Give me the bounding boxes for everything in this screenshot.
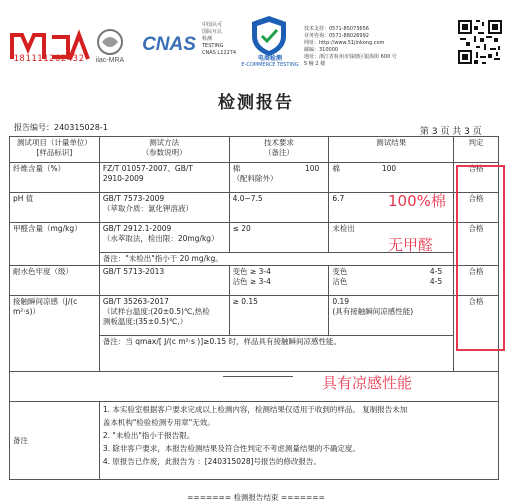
fiber-req-value: 100 (305, 164, 320, 173)
cool-result-line: 0.19 (332, 297, 350, 306)
fiber-method (99, 163, 229, 193)
water-fastness-item: 耐水色牢度（级） (10, 266, 100, 296)
water-fastness-req-line: 变色 ≥ 3-4 (232, 267, 271, 276)
header-req-sub: （备注） (263, 148, 294, 157)
formaldehyde-method-line: GB/T 2912.1-2009 (102, 224, 172, 233)
water-fastness-res-value: 4-5 (429, 267, 443, 276)
cert-line: 中国认可 (202, 22, 223, 28)
cert-line: CNAS L12274 (202, 50, 237, 56)
header-result (329, 137, 454, 163)
water-fastness-res-value: 4-5 (429, 277, 443, 286)
ph-judge: 合格 (454, 193, 499, 223)
header-method (99, 137, 229, 163)
cnas-logo (138, 28, 200, 60)
page-info: 第 3 页 共 3 页 (420, 127, 482, 137)
water-fastness-result (329, 266, 454, 296)
fiber-result-value: 100 (381, 164, 397, 173)
fiber-item: 纤维含量（%） (10, 163, 100, 193)
water-fastness-judge: 合格 (454, 266, 499, 296)
report-end-footer: ======= 检测报告结束 ======= (187, 493, 325, 502)
contact-line: 技术支持：0571-85073656 (304, 26, 369, 32)
fiber-method-line: 2910-2009 (102, 174, 144, 183)
contact-info (304, 26, 397, 68)
judgement-highlight-box (456, 165, 505, 351)
ecommerce-testing-shield-icon (248, 14, 290, 58)
cool-method-line: 测板温度:(35±0.5)℃,） (102, 317, 188, 326)
water-fastness-req (229, 266, 329, 296)
formaldehyde-method (99, 223, 229, 253)
fiber-req-label: 棉 (232, 164, 241, 173)
annotation-cotton: 100%棉 (388, 192, 446, 210)
cnas-label: CNAS (142, 34, 196, 55)
ph-method (99, 193, 229, 223)
formaldehyde-result: 未检出 (329, 223, 454, 253)
contact-line: 邮编：310000 (304, 47, 339, 53)
remark-item: 2. "未检出"指小于报告限。 (102, 431, 195, 440)
annotation-cooling: 具有凉感性能 (322, 374, 413, 392)
fiber-judge: 合格 (454, 163, 499, 193)
table-row-water-fastness (10, 266, 499, 296)
contact-line: 5 幢 2 楼 (304, 61, 326, 67)
formaldehyde-note: 备注："未检出"指小于 20 mg/kg。 (99, 253, 453, 266)
cool-result (329, 296, 454, 336)
table-row-remarks (10, 402, 499, 480)
cool-method-line: （试样台温度:(20±0.5)℃,热检 (102, 307, 210, 316)
cool-method (99, 296, 229, 336)
table-row-fiber (10, 163, 499, 193)
fiber-req (229, 163, 329, 193)
shield-caption (238, 56, 302, 68)
report-number: 报告编号：240315028-1 (14, 123, 108, 132)
remark-item: 盖本机构"检验检测专用章"无效。 (102, 418, 215, 427)
header-req (229, 137, 329, 163)
ph-item: pH 值 (10, 193, 100, 223)
qr-code[interactable] (456, 18, 504, 66)
water-fastness-res-label: 变色 (332, 267, 348, 276)
fiber-method-line: FZ/T 01057-2007、GB/T (102, 164, 193, 173)
separator-line (223, 376, 293, 377)
fiber-req-note: （配料除外） (232, 174, 278, 183)
table-header-row (10, 137, 499, 163)
formaldehyde-item: 甲醛含量（mg/kg） (10, 223, 100, 266)
header-judge (454, 137, 499, 163)
cert-line: TESTING (202, 43, 224, 49)
remarks-label: 备注 (10, 402, 100, 480)
cool-method-line: GB/T 35263-2017 (102, 297, 169, 306)
table-row-cool (10, 296, 499, 336)
remark-item: 3. 除非客户要求，本报告检测结果及符合性判定不考虑测量结果的不确定度。 (102, 444, 360, 453)
cool-item-line: m²·s)） (13, 307, 41, 316)
cert-lines (202, 22, 236, 57)
remark-item: 4. 原报告已作废，此报告为 ：[240315028]号报告的修改报告。 (102, 457, 322, 466)
formaldehyde-method-line: （水萃取法，检出限：20mg/kg） (102, 234, 219, 243)
header-item (10, 137, 100, 163)
formaldehyde-judge: 合格 (454, 223, 499, 266)
header-method-label: 测试方法 (149, 138, 180, 147)
shield-title: 电商检测 (257, 55, 282, 62)
header-item-label: 测试项目（计量单位） (16, 138, 92, 147)
annotation-no-formaldehyde: 无甲醛 (388, 236, 434, 254)
cool-req: ≥ 0.15 (229, 296, 329, 336)
ph-method-line: （萃取介质：氯化钾溶液） (102, 204, 193, 213)
cert-line: 国际互认 (202, 29, 223, 35)
cert-line: 检测 (202, 36, 213, 42)
contact-line: 业务咨询：0571-88026992 (304, 33, 369, 39)
ph-req: 4.0~7.5 (229, 193, 329, 223)
water-fastness-method: GB/T 5713-2013 (99, 266, 229, 296)
remark-item: 1. 本实验室根据客户要求完成以上检测内容，检测结果仅适用于收到的样品。 复制报告未加 (102, 405, 408, 414)
ph-result: 6.7 (329, 193, 454, 223)
page-title: 检测报告 (218, 93, 294, 113)
ilac-label: ilac-MRA (95, 57, 125, 64)
water-fastness-res-label: 沾色 (332, 277, 348, 286)
cool-item (10, 296, 100, 372)
formaldehyde-req: ≤ 20 (229, 223, 329, 253)
fiber-result-label: 棉 (332, 164, 340, 173)
contact-line: 地址：浙江省杭州市钱塘区银海街 600 号 (304, 54, 397, 60)
ph-method-line: GB/T 7573-2009 (102, 194, 165, 203)
cma-number: 181111262432 (13, 54, 85, 64)
cool-note: 备注：当 qmax/[ J/(c m²·s )]≥0.15 时，样品具有接触瞬间凉感性能。 (99, 336, 453, 372)
shield-subtitle: E-COMMERCE TESTING (241, 62, 299, 68)
results-table (9, 136, 499, 480)
remarks-list (99, 402, 498, 480)
contact-line: 网址：http://www.51jinkong.com (304, 40, 385, 46)
fiber-result (329, 163, 454, 193)
cool-item-line: 接触瞬间凉感（J/(c (13, 297, 78, 306)
header-judge-label: 判定 (468, 138, 484, 147)
ilac-mra-logo (88, 28, 132, 66)
header-result-label: 测试结果 (376, 138, 407, 147)
cool-judge: 合格 (454, 296, 499, 372)
header-item-sub: [样品标识] (36, 148, 73, 157)
header-method-sub: （参数说明） (141, 148, 187, 157)
cool-result-line: (具有接触瞬间凉感性能) (332, 307, 414, 316)
water-fastness-req-line: 沾色 ≥ 3-4 (232, 277, 271, 286)
header-req-label: 技术要求 (263, 138, 294, 147)
